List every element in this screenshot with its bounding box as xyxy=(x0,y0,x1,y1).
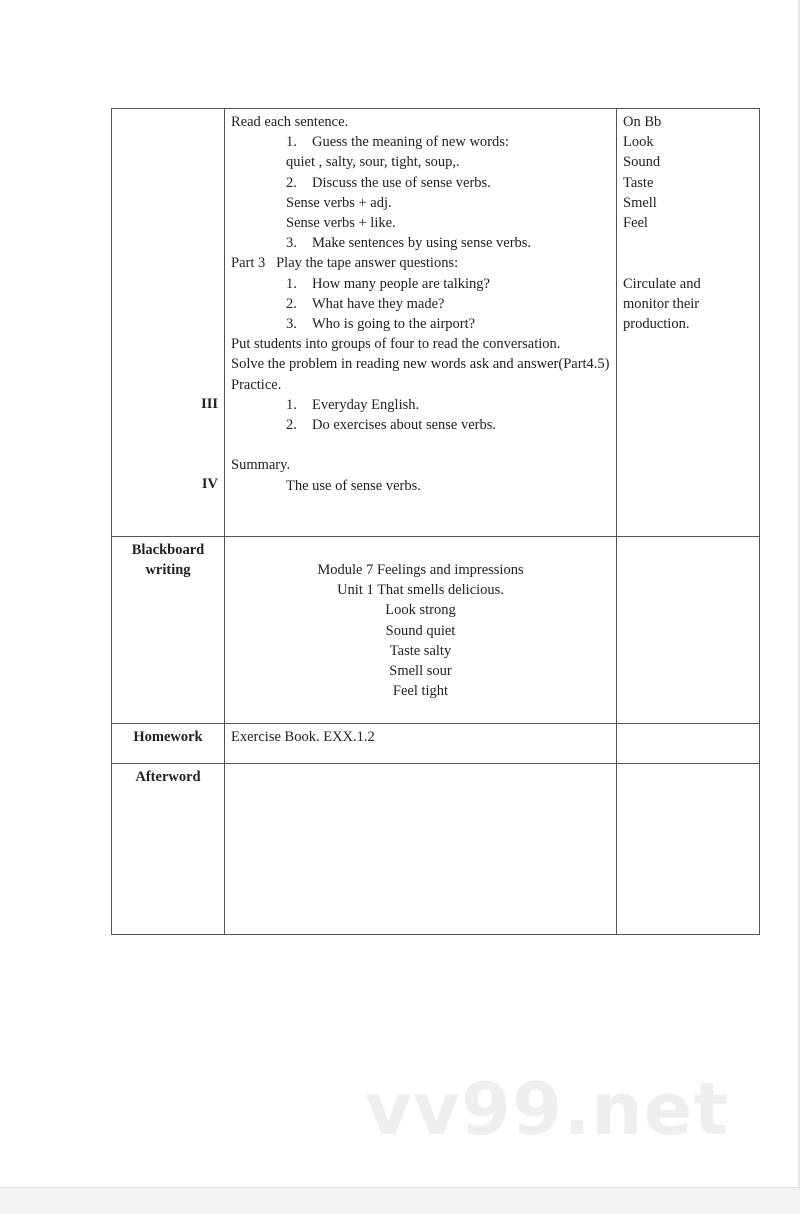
watermark-text: vv99.net xyxy=(365,1067,729,1151)
note-line: Sound xyxy=(623,154,661,171)
procedure-line: Solve the problem in reading new words ask and answer(Part4.5) xyxy=(231,356,610,373)
blackboard-line: Taste salty xyxy=(389,642,452,659)
blackboard-line: Look strong xyxy=(385,602,456,619)
list-number: 2. xyxy=(286,295,297,312)
procedure-line: quiet , salty, sour, tight, soup,. xyxy=(286,154,460,171)
procedure-line: Part 3 Play the tape answer questions: xyxy=(231,255,459,272)
list-text: Do exercises about sense verbs. xyxy=(312,417,497,434)
note-line: production. xyxy=(623,316,690,332)
procedure-line xyxy=(231,173,610,193)
list-text: Everyday English. xyxy=(312,396,420,413)
blackboard-notes-cell xyxy=(617,537,760,724)
list-number: 1. xyxy=(286,396,297,413)
note-line: Circulate and xyxy=(623,275,701,292)
lesson-plan-table xyxy=(111,108,760,935)
procedure-line: Read each sentence. xyxy=(231,114,349,130)
homework-notes-cell xyxy=(617,724,760,764)
procedure-line xyxy=(231,294,610,314)
procedure-cell xyxy=(225,109,617,537)
procedure-line xyxy=(231,132,610,152)
procedure-line xyxy=(231,274,610,294)
blackboard-line: Unit 1 That smells delicious. xyxy=(337,582,504,599)
note-line: Feel xyxy=(623,215,648,232)
step-label-iv: IV xyxy=(201,476,218,493)
procedure-line: Put students into groups of four to read the conversation. xyxy=(231,336,561,353)
procedure-line xyxy=(231,395,610,415)
list-text: Make sentences by using sense verbs. xyxy=(312,235,532,252)
list-text: How many people are talking? xyxy=(312,275,490,292)
note-line: monitor their xyxy=(623,295,700,312)
note-line: Smell xyxy=(623,194,657,211)
list-text: Guess the meaning of new words: xyxy=(312,134,509,151)
notes-cell xyxy=(617,109,760,537)
procedure-line: Summary. xyxy=(231,457,291,474)
step-label-iii: III xyxy=(201,396,218,412)
note-line xyxy=(623,253,753,273)
homework-row xyxy=(112,724,760,764)
procedure-line xyxy=(231,314,610,334)
list-number: 2. xyxy=(286,417,297,434)
blackboard-row xyxy=(112,537,760,724)
list-text: Discuss the use of sense verbs. xyxy=(312,174,491,191)
procedure-line: Practice. xyxy=(231,376,282,393)
list-number: 3. xyxy=(286,316,297,333)
afterword-row xyxy=(112,764,760,935)
homework-label: Homework xyxy=(112,724,225,764)
teaching-steps-row xyxy=(112,109,760,537)
step-label-cell xyxy=(112,109,225,537)
afterword-label: Afterword xyxy=(112,764,225,935)
list-number: 1. xyxy=(286,134,297,151)
note-line xyxy=(623,233,753,253)
blackboard-line: Sound quiet xyxy=(385,622,456,639)
list-number: 2. xyxy=(286,174,297,191)
procedure-line: The use of sense verbs. xyxy=(286,477,421,494)
homework-text: Exercise Book. EXX.1.2 xyxy=(225,724,617,764)
note-line: Taste xyxy=(623,174,654,191)
procedure-line xyxy=(231,435,610,455)
blackboard-writing-cell xyxy=(225,537,617,724)
afterword-cell xyxy=(225,764,617,935)
procedure-line xyxy=(231,233,610,253)
note-line: On Bb xyxy=(623,114,662,130)
list-number: 1. xyxy=(286,275,297,292)
list-text: Who is going to the airport? xyxy=(312,316,476,333)
afterword-notes-cell xyxy=(617,764,760,935)
procedure-line: Sense verbs + adj. xyxy=(286,194,392,211)
list-number: 3. xyxy=(286,235,297,252)
procedure-line xyxy=(231,415,610,435)
list-text: What have they made? xyxy=(312,295,445,312)
procedure-line: Sense verbs + like. xyxy=(286,215,396,232)
blackboard-label: Blackboard writing xyxy=(112,537,225,724)
blackboard-line: Module 7 Feelings and impressions xyxy=(317,562,524,578)
note-line: Look xyxy=(623,134,654,151)
bottom-bar xyxy=(0,1187,800,1214)
blackboard-line: Smell sour xyxy=(389,663,452,680)
blackboard-line: Feel tight xyxy=(392,683,449,700)
